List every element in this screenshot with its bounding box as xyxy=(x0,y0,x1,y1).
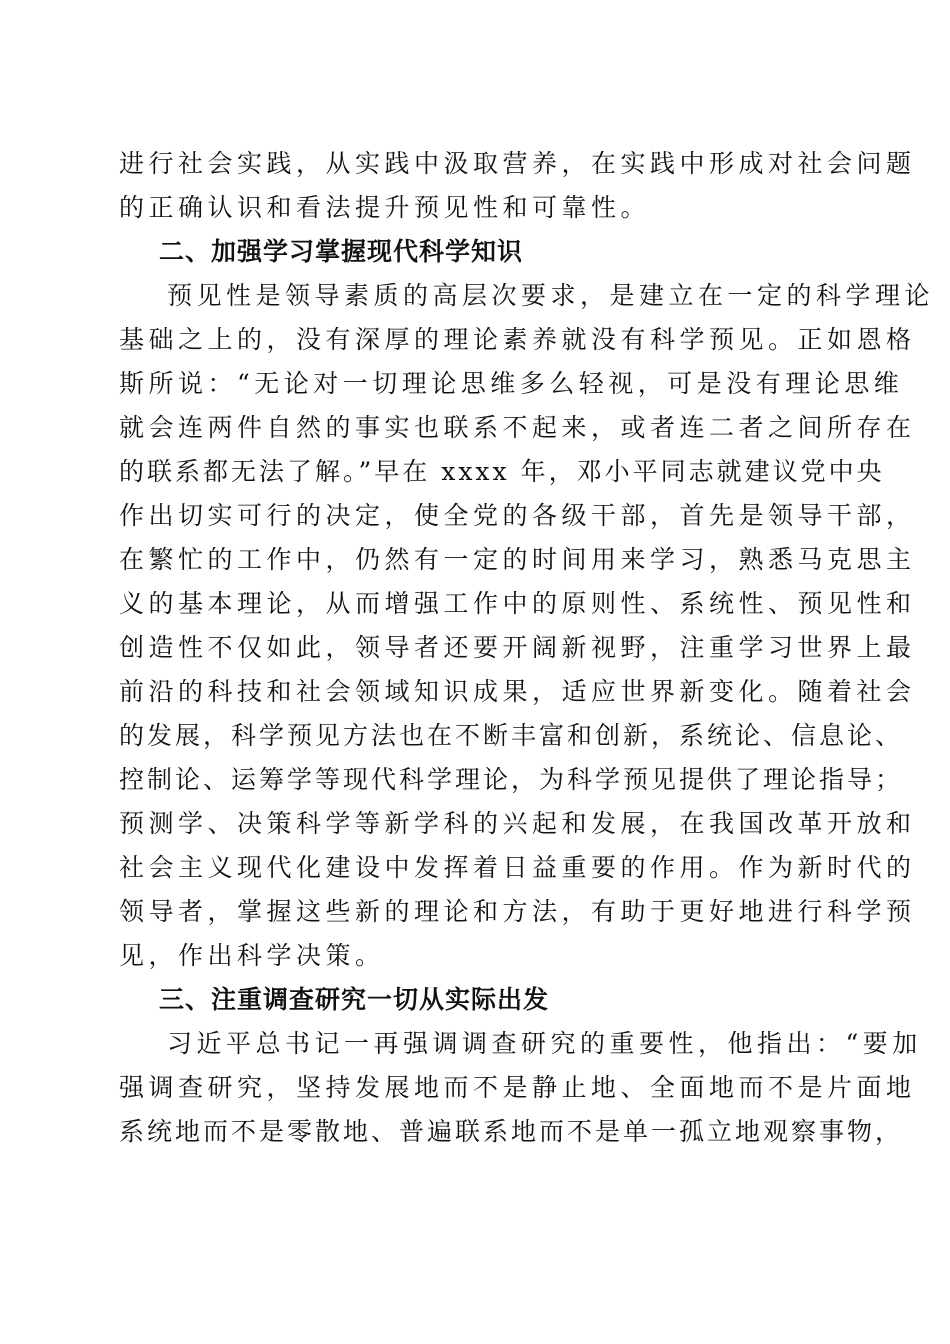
paragraph-line: 强调查研究，坚持发展地而不是静止地、全面地而不是片面地 xyxy=(119,1073,916,1102)
paragraph-line: 前沿的科技和社会领域知识成果，适应世界新变化。随着社会 xyxy=(119,677,916,706)
paragraph-line: 系统地而不是零散地、普遍联系地而不是单一孤立地观察事物， xyxy=(119,1117,904,1146)
paragraph-line: 控制论、运筹学等现代科学理论，为科学预见提供了理论指导； xyxy=(119,765,904,794)
paragraph-line: 进行社会实践，从实践中汲取营养，在实践中形成对社会问题 xyxy=(119,149,916,178)
paragraph-line: 基础之上的，没有深厚的理论素养就没有科学预见。正如恩格 xyxy=(119,325,916,354)
paragraph-line: 创造性不仅如此，领导者还要开阔新视野，注重学习世界上最 xyxy=(119,633,916,662)
paragraph-line: 的联系都无法了解。”早在 xxxx 年，邓小平同志就建议党中央 xyxy=(119,457,885,486)
paragraph-line: 的发展，科学预见方法也在不断丰富和创新，系统论、信息论、 xyxy=(119,721,904,750)
paragraph-line: 作出切实可行的决定，使全党的各级干部，首先是领导干部， xyxy=(119,501,916,530)
paragraph-line: 在繁忙的工作中，仍然有一定的时间用来学习，熟悉马克思主 xyxy=(119,545,916,574)
paragraph-line: 预测学、决策科学等新学科的兴起和发展，在我国改革开放和 xyxy=(119,809,916,838)
section-heading-2: 二、加强学习掌握现代科学知识 xyxy=(159,237,524,266)
section-heading-3: 三、注重调查研究一切从实际出发 xyxy=(159,985,550,1014)
document-body xyxy=(119,142,935,1154)
paragraph-line: 的正确认识和看法提升预见性和可靠性。 xyxy=(119,193,651,222)
paragraph-line: 社会主义现代化建设中发挥着日益重要的作用。作为新时代的 xyxy=(119,853,916,882)
paragraph-line: 领导者，掌握这些新的理论和方法，有助于更好地进行科学预 xyxy=(119,897,916,926)
paragraph-line: 习近平总书记一再强调调查研究的重要性，他指出：“要加 xyxy=(167,1029,922,1058)
paragraph-line: 就会连两件自然的事实也联系不起来，或者连二者之间所存在 xyxy=(119,413,916,442)
paragraph-line: 预见性是领导素质的高层次要求，是建立在一定的科学理论 xyxy=(167,281,935,310)
paragraph-line: 义的基本理论，从而增强工作中的原则性、系统性、预见性和 xyxy=(119,589,916,618)
paragraph-line: 见，作出科学决策。 xyxy=(119,941,385,970)
paragraph-line: 斯所说：“无论对一切理论思维多么轻视，可是没有理论思维 xyxy=(119,369,904,398)
